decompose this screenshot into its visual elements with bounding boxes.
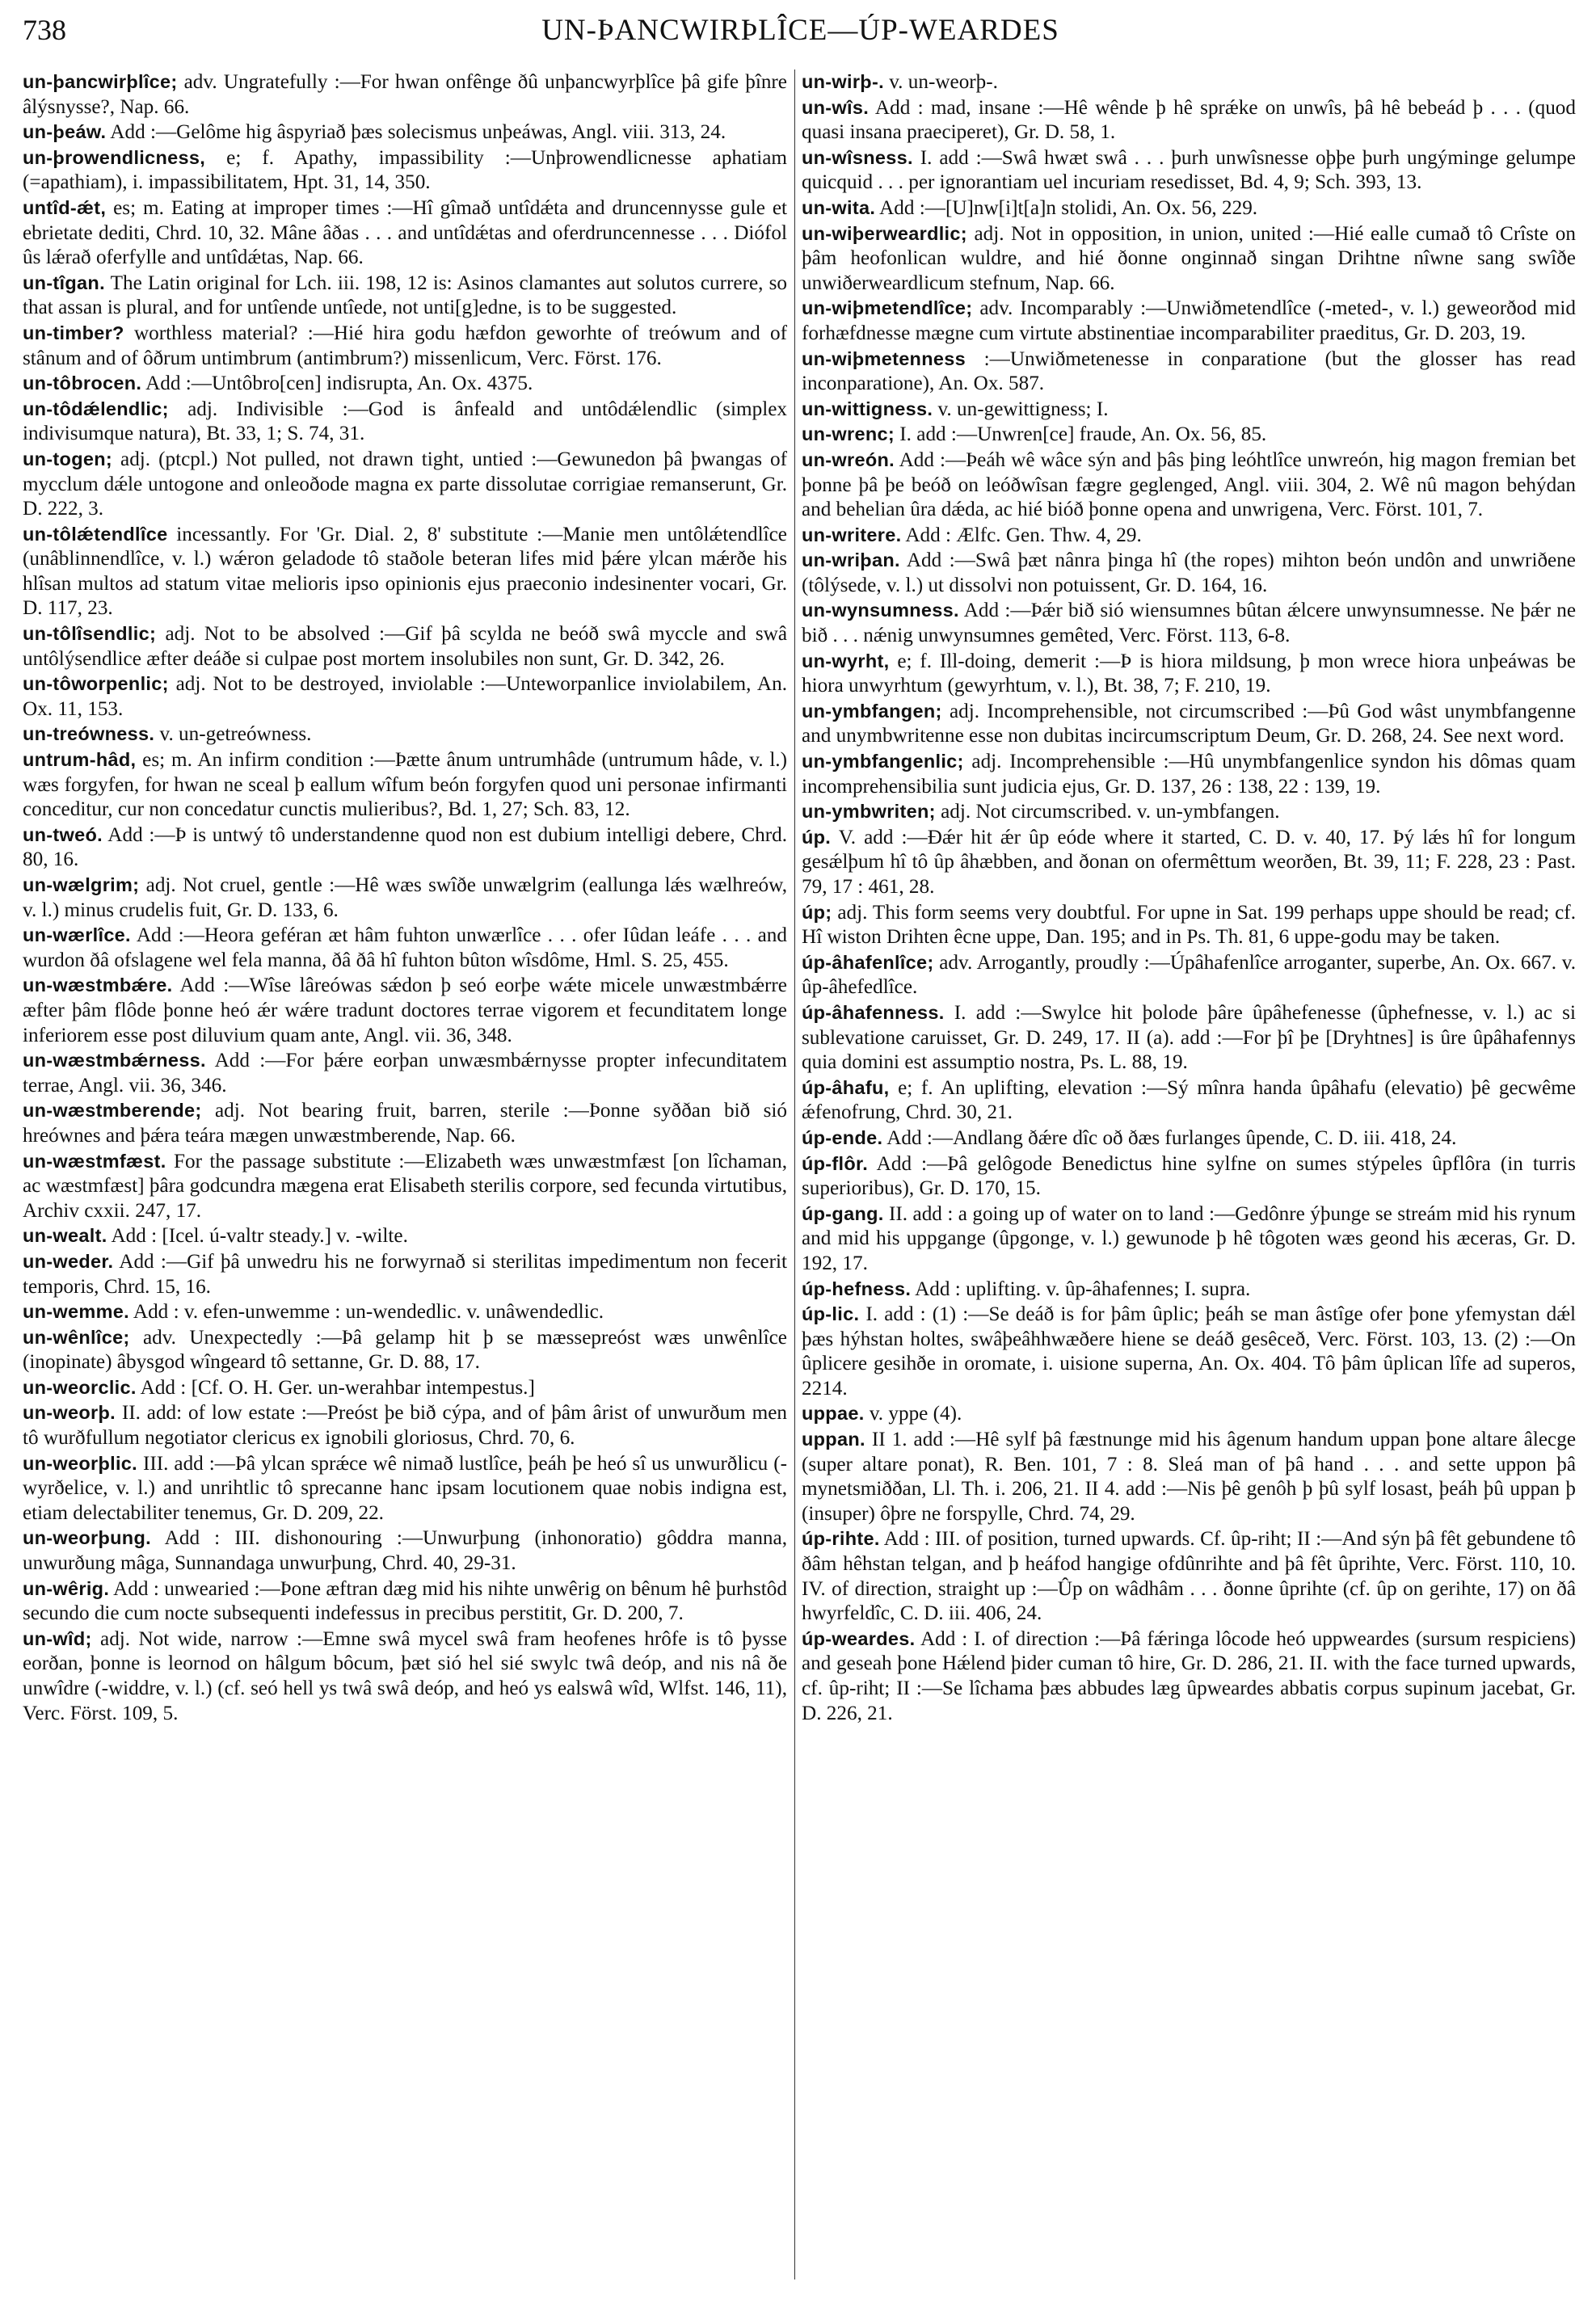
entry-body: Add : mad, insane :—Hê wênde þ hê sprǽke on unwîs, þâ hê bebeád þ . . . (quod quasi insana praeciperet), Gr. D. 58, 1. [802, 96, 1576, 144]
headword: un-wæstmberende; [23, 1100, 202, 1122]
entry-body: v. un-weorþ-. [883, 71, 998, 93]
headword: uppan. [802, 1429, 865, 1450]
headword: un-wealt. [23, 1225, 107, 1247]
headword: úp-rihte. [802, 1528, 880, 1550]
entry-body: For the passage substitute :—Elizabeth wæs unwæstmfæst [on lîchaman, ac wæstmfæst] þâra godcundra mægena erat Elisabeth sterilis corpore, sed fecunda virtutibus, Archiv cxxii. 247, 17. [23, 1150, 787, 1222]
headword: un-wemme. [23, 1301, 129, 1323]
entry-body: adv. Ungratefully :—For hwan onfênge ðû unþancwyrþlîce þâ gife þînre âlýsnysse?, Nap. 66. [23, 71, 787, 118]
headword: un-tôlîsendlic; [23, 623, 157, 645]
headword: un-wæstmbǽre. [23, 974, 173, 996]
entry-body: v. un-gewittigness; I. [933, 398, 1109, 420]
entry-body: e; f. Apathy, impassibility :—Unþrowendlicnesse aphatiam (=apathiam), i. impassibilitatem, Hpt. 31, 14, 350. [23, 146, 787, 194]
headword: úp-gang. [802, 1202, 884, 1224]
headword: un-wærlîce. [23, 924, 131, 946]
right-column [802, 69, 1576, 1726]
entry-body: adj. Incomprehensible :—Hû unymbfangenlice syndon his dômas quam incomprehensibilia sunt judicia ejus, Gr. D. 137, 26 : 138, 22 : 139, 19. [802, 751, 1576, 798]
headword: un-wiþmetendlîce; [802, 297, 973, 319]
entry-body: Add : III. of position, turned upwards. Cf. ûp-riht; II :—And sýn þâ fêt gebundene tô ðâm hêhstan telgan, and þ heáfod hangige ofdûnrihte and þâ fêt ûprihte, Verc. Först. 110, 10. IV. of direction, straight up :—Ûp on wâdhâm . . . ðonne ûprihte (cf. ûp on gerihte, 17) on ðâ hwyrfeldîc, C. D. iii. 406, 24. [802, 1528, 1576, 1625]
headword: un-weorþ. [23, 1402, 116, 1424]
entry-body: II. add: of low estate :—Preóst þe bið cýpa, and of þâm ârist of unwurðum men tô wurðfullum negotiator clericus ex ignobili gloriosus, Chrd. 70, 6. [23, 1402, 787, 1450]
entry-body: e; f. Ill-doing, demerit :—Þ is hiora mildsung, þ mon wrece hiora unþeáwas be hiora unwyrhtum (gewyrhtum, v. l.), Bt. 38, 7; F. 210, 19. [802, 650, 1576, 697]
entry-body: Add :—Þǽr bið sió wiensumnes bûtan ǽlcere unwynsumnesse. Ne þǽr ne bið . . . nǽnig unwynsumnes gemêted, Verc. Först. 113, 6-8. [802, 600, 1576, 647]
entry-body: v. yppe (4). [864, 1403, 962, 1425]
entry-body: Add : III. dishonouring :—Unwurþung (inhonoratio) gôddra manna, unwurðung mâga, Sunnandaga unwurþung, Chrd. 40, 29-31. [23, 1527, 787, 1575]
entry-body: III. add :—Þâ ylcan sprǽce wê nimað lustlîce, þeáh þe heó sî us unwurðlicu (-wyrðelice, v. l.) and unrihtlic tô sprecanne hanc ipsam locutionem quae nobis indigna est, etiam delectabiliter tenemus, Gr. D. 209, 22. [23, 1452, 787, 1524]
column-divider [794, 69, 795, 2279]
headword: un-wynsumness. [802, 600, 959, 621]
headword: úp-lic. [802, 1303, 860, 1325]
headword: un-tôbrocen. [23, 373, 142, 394]
headword: un-writere. [802, 524, 902, 545]
entry-body: Add : v. efen-unwemme : un-wendedlic. v. unâwendedlic. [128, 1301, 604, 1324]
dictionary-entry [23, 1400, 787, 1450]
headword: un-tîgan. [23, 272, 105, 293]
entry-body: worthless material? :—Hié hira godu hæfdon geworhte of treówum and of stânum and of ôðrum untimbrum (antimbrum?) missenlicum, Verc. Först. 176. [23, 322, 787, 369]
entry-body: adv. Unexpectedly :—Þâ gelamp hit þ se mæssepreóst wæs unwênlîce (inopinate) âbysgod wîngeard tô settanne, Gr. D. 88, 17. [23, 1326, 787, 1374]
dictionary-entry [23, 1451, 787, 1526]
headword: un-ymbfangenlic; [802, 751, 964, 772]
headword: un-wæstmbǽrness. [23, 1050, 206, 1071]
headword: úp-ende. [802, 1126, 883, 1148]
headword: un-weorþlic. [23, 1452, 137, 1474]
entry-body: :—Unwiðmetenesse in conparatione (but the glosser has read inconparatione), An. Ox. 587. [802, 347, 1576, 395]
entry-body: Add :—Untôbro[cen] indisrupta, An. Ox. 4375. [141, 373, 533, 395]
dictionary-entry [23, 69, 787, 120]
headword: un-þeáw. [23, 121, 107, 143]
headword: un-wiþerweardlic; [802, 222, 967, 244]
dictionary-entry [802, 1627, 1576, 1726]
headword: un-wita. [802, 196, 876, 218]
dictionary-entry [802, 196, 1576, 221]
headword: úp-flôr. [802, 1152, 869, 1174]
dictionary-entry [802, 649, 1576, 699]
entry-body: adv. Incomparably :—Unwiðmetendlîce (-meted-, v. l.) geweorðod mid forhæfdnesse mægne cum virtute abstinentiae incomparabiliter praeditus, Gr. D. 203, 19. [802, 297, 1576, 344]
entry-body: Add :—Gif þâ unwedru his ne forwyrnað si sterilitas impedimentum non fecerit temporis, Chrd. 15, 16. [23, 1250, 787, 1298]
dictionary-entry [802, 221, 1576, 297]
dictionary-entry [802, 1427, 1576, 1526]
dictionary-entry [23, 1223, 787, 1249]
headword: un-þancwirþlîce; [23, 71, 178, 92]
entry-body: es; m. An infirm condition :—Þætte ânum untrumhâde (untrumum hâde, v. l.) wæs forgyfen, for hwan ne sceal þ eallum wîfum beón forgyfen quod uni personae infirmanti conceditur, cur non concedatur cunctis mulieribus?, Bd. 1, 27; Sch. 83, 12. [23, 749, 787, 821]
dictionary-entry [23, 1375, 787, 1401]
headword: un-wirþ-. [802, 71, 884, 92]
dictionary-entry [23, 1325, 787, 1375]
entry-body: Add :—Þâ gelôgode Benedictus hine sylfne on sumes stýpeles ûpflôra (in turris superioribus), Gr. D. 170, 15. [802, 1152, 1576, 1200]
entry-body: adj. Not to be absolved :—Gif þâ scylda ne beóð swâ myccle and swâ untôlýsendlice æfter deáðe si culpae post mortem insolubiles non sunt, Gr. D. 342, 26. [23, 623, 787, 670]
dictionary-entry [23, 371, 787, 397]
headword: un-tôlǽtendlîce [23, 523, 168, 545]
entry-body: adj. Not cruel, gentle :—Hê wæs swîðe unwælgrim (eallunga lǽs wælhreów, v. l.) minus crudelis fuit, Gr. D. 133, 6. [23, 874, 787, 921]
headword: úp-hefness. [802, 1278, 912, 1299]
entry-body: The Latin original for Lch. iii. 198, 12 is: Asinos clamantes aut solutos currere, so that assan is plural, and for untîende untîede, not unti[g]edne, is to be suggested. [23, 272, 787, 319]
headword: un-tôworpenlic; [23, 673, 169, 695]
headword: un-tweó. [23, 823, 103, 845]
dictionary-entry [23, 873, 787, 923]
entry-body: I. add :—Swâ hwæt swâ . . . þurh unwîsnesse oþþe þurh ungýminge gelumpe quicquid . . . per ignorantiam uel incuriam resedisset, Bd. 4, 9; Sch. 393, 13. [802, 146, 1576, 194]
dictionary-entry [802, 296, 1576, 346]
headword: un-wæstmfæst. [23, 1150, 166, 1172]
headword: úp-âhafenlîce; [802, 951, 934, 973]
running-title: UN-ÞANCWIRÞLÎCE—ÚP-WEARDES [541, 14, 1059, 47]
entry-body: V. add :—Ðǽr hit ǽr ûp eóde where it started, C. D. v. 40, 17. Þý lǽs hî for longum gesǽlþum hî tô ûp âhæbben, and ðonan on ofermêttum weorðen, Bt. 39, 11; F. 228, 23 : Past. 79, 17 : 461, 28. [802, 826, 1576, 898]
dictionary-entry [802, 397, 1576, 423]
dictionary-entry [802, 598, 1576, 648]
dictionary-entry [23, 1627, 787, 1726]
headword: un-treówness. [23, 723, 155, 745]
headword: un-tôdǽlendlic; [23, 398, 169, 419]
dictionary-entry [802, 95, 1576, 145]
dictionary-entry [23, 321, 787, 371]
dictionary-entry [802, 145, 1576, 196]
dictionary-entry [23, 973, 787, 1048]
entry-body: adj. Not circumscribed. v. un-ymbfangen. [935, 801, 1280, 823]
headword: un-wênlîce; [23, 1326, 130, 1348]
entry-body: I. add : (1) :—Se deáð is for þâm ûplic; þeáh se man âstîge ofer þone yfemystan dǽl þæs hýhstan holtes, swâþeâhhwæðere hiene se deáð gesêceð, Verc. Först. 103, 13. (2) :—On ûplicere gesihðe in oromate, i. uisione superna, An. Ox. 404. Tô þâm ûplican lîfe ad superos, 2214. [802, 1303, 1576, 1400]
headword: úp. [802, 826, 832, 848]
entry-body: Add : [Icel. ú-valtr steady.] v. -wilte. [107, 1225, 408, 1248]
entry-body: Add : I. of direction :—Þâ fǽringa lôcode heó uppweardes (sursum respiciens) and geseah þone Hǽlend þider cuman tô hire, Gr. D. 286, 21. II. with the face turned upwards, cf. ûp-riht; II :—Se lîchama þæs abbudes læg ûpweardes abbatis corpus supinum jacebat, Gr. D. 226, 21. [802, 1627, 1576, 1724]
headword: un-wiþmetenness [802, 347, 966, 369]
headword: un-weorþung. [23, 1527, 151, 1549]
headword: un-togen; [23, 448, 113, 469]
headword: un-wrenc; [802, 423, 895, 445]
headword: un-wîs. [802, 96, 870, 118]
entry-body: es; m. Eating at improper times :—Hî gîmað untîdǽta and druncennysse gule et ebrietate dediti, Chrd. 10, 32. Mâne âðas . . . and untîdǽtas and oferdruncennesse . . . Diófol ûs lǽrað oferfylle and untîdǽtas, Nap. 66. [23, 196, 787, 269]
headword: un-ymbfangen; [802, 700, 942, 722]
entry-body: adj. Not in opposition, in union, united :—Hié ealle cumað tô Crîste on þâm heofonlican wuldre, and hié ðonne onginnað singan Drihtne nîwne sang swîðe unwiðerweardlicum stefnum, Nap. 66. [802, 222, 1576, 294]
entry-body: Add :—Wîse lâreówas sǽdon þ seó eorþe wǽte micele unwæstmbǽrre æfter þâm flôde þonne heó ǽr wǽre tradunt doctores terrae vigorem et fecunditatem longe inferiorem esse post diluvium quam ante, Angl. vii. 36, 348. [23, 974, 787, 1046]
entry-body: Add :—Þeáh wê wâce sýn and þâs þing leóhtlîce unwreón, hig magon fremian bet þonne þâ þe beóð on leóðwîsan fægre geglenged, Angl. viii. 304, 2. Wê nû magon behýdan and behelian ûra dǽda, ac hié bióð þonne opena and unwrigena, Verc. Först. 101, 7. [802, 448, 1576, 521]
page-number: 738 [23, 14, 66, 46]
entry-body: Add : unwearied :—Þone æftran dæg mid his nihte unwêrig on bênum hê þurhstôd secundo die cum nocte subsequenti indefessus in precibus perstitit, Gr. D. 200, 7. [23, 1577, 787, 1625]
entry-body: incessantly. For 'Gr. Dial. 2, 8' substitute :—Manie men untôlǽtendlîce (unâblinnendlîce, v. l.) wǽron geladode tô staðole beteran lifes mid þǽre ylcan mǽrðe his hlîsan multos ad statum vitae melioris ipso opinionis ejus praeconio indesinenter vocari, Gr. D. 117, 23. [23, 523, 787, 620]
dictionary-entry [23, 1526, 787, 1576]
dictionary-entry [802, 799, 1576, 825]
headword: un-timber? [23, 322, 124, 343]
entry-body: Add :—Swâ þæt nânra þinga hî (the ropes) mihton beón undôn and unwriðene (tôlýsede, v. l.) ut dissolvi non potuissent, Gr. D. 164, 16. [802, 549, 1576, 596]
dictionary-entry [23, 522, 787, 621]
dictionary-entry [23, 145, 787, 196]
dictionary-entry [23, 1098, 787, 1148]
entry-body: I. add :—Swylce hit þolode þâre ûpâhefenesse (ûphefnesse, v. l.) ac si sublevatione caruisset, Gr. D. 249, 17. II (a). add :—For þî þe [Dryhtnes] is ûre ûpâhafennys quia domini est assumptio nostra, Ps. L. 88, 19. [802, 1001, 1576, 1074]
dictionary-entry [23, 747, 787, 823]
dictionary-entry [802, 900, 1576, 950]
headword: úp; [802, 901, 832, 923]
entry-body: adj. Incomprehensible, not circumscribed :—Þû God wâst unymbfangenne and unymbwritenne esse non dubitas incircumscriptum Deum, Gr. D. 268, 24. See next word. [802, 700, 1576, 747]
dictionary-entry [23, 447, 787, 522]
headword: un-wriþan. [802, 549, 900, 571]
headword: úp-âhafu, [802, 1076, 890, 1098]
dictionary-entry [802, 1277, 1576, 1303]
entry-body: Add : [Cf. O. H. Ger. un-werahbar intempestus.] [136, 1376, 535, 1399]
headword: un-wyrht, [802, 650, 890, 671]
headword: un-þrowendlicness, [23, 146, 206, 168]
entry-body: II 1. add :—Hê sylf þâ fæstnunge mid his âgenum handum uppan þone altare âlecge (super altare ponat), R. Ben. 101, 7 : 8. Sleá man of þâ hand . . . and sette uppon þâ mynetsmiððan, Ll. Th. i. 206, 21. II 4. add :—Nis þê genôh þ þû sylf losast, þeáh þû uppan þ (insuper) ôþre ne forspylle, Chrd. 74, 29. [802, 1429, 1576, 1525]
dictionary-entry [802, 1202, 1576, 1277]
entry-body: Add : Ælfc. Gen. Thw. 4, 29. [901, 524, 1142, 546]
dictionary-entry [802, 422, 1576, 448]
dictionary-entry [23, 1249, 787, 1299]
entry-body: adj. (ptcpl.) Not pulled, not drawn tight, untied :—Gewunedon þâ þwangas of mycclum dǽle untogone and onleoðode magna ex parte dissolutae corrigiae remanserunt, Gr. D. 222, 3. [23, 448, 787, 520]
dictionary-entry [23, 1576, 787, 1627]
headword: un-weorclic. [23, 1376, 137, 1398]
dictionary-entry [23, 1149, 787, 1224]
headword: úp-weardes. [802, 1627, 916, 1649]
dictionary-entry [23, 397, 787, 447]
dictionary-entry [802, 749, 1576, 799]
entry-body: adj. This form seems very doubtful. For upne in Sat. 199 perhaps uppe should be read; cf. Hî wiston Drihten êcne uppe, Dan. 195; and in Ps. Th. 81, 6 uppe-godu may be taken. [802, 901, 1576, 949]
headword: untrum-hâd, [23, 749, 137, 771]
headword: un-wîd; [23, 1627, 92, 1649]
headword: untîd-ǽt, [23, 196, 107, 218]
headword: un-wælgrim; [23, 874, 140, 895]
entry-body: adj. Not wide, narrow :—Emne swâ mycel swâ fram heofenes hrôfe is tô þysse eorðan, þonne is leornod on hâlgum bôcum, þæt sió hel sié swylc twâ deóp, and nis nâ ðe unwîdre (-widdre, v. l.) (cf. seó hell ys twâ swâ deóp, and heó ys ealswâ wîd, Wlfst. 146, 11), Verc. Först. 109, 5. [23, 1627, 787, 1724]
entry-body: Add :—For þǽre eorþan unwæsmbǽrnysse propter infecunditatem terrae, Angl. vii. 36, 346. [23, 1050, 787, 1097]
dictionary-entry [802, 1526, 1576, 1626]
headword: úp-âhafenness. [802, 1001, 945, 1023]
dictionary-entry [802, 448, 1576, 523]
dictionary-entry [23, 722, 787, 747]
entry-body: Add :—Þ is untwý tô understandenne quod non est dubium intelligi debere, Chrd. 80, 16. [23, 823, 787, 871]
dictionary-entry [802, 548, 1576, 598]
dictionary-entry [23, 1299, 787, 1325]
dictionary-entry [802, 1076, 1576, 1126]
dictionary-entry [802, 69, 1576, 95]
entry-body: adj. Not to be destroyed, inviolable :—Unteworpanlice inviolabilem, An. Ox. 11, 153. [23, 673, 787, 720]
dictionary-entry [23, 196, 787, 271]
headword: un-ymbwriten; [802, 801, 936, 823]
headword: un-weder. [23, 1250, 114, 1272]
dictionary-entry [802, 1302, 1576, 1401]
dictionary-entry [802, 523, 1576, 549]
dictionary-entry [23, 923, 787, 973]
entry-body: v. un-getreówness. [154, 723, 312, 746]
entry-body: Add : uplifting. v. ûp-âhafennes; I. supra. [911, 1278, 1251, 1300]
entry-body: Add :—Gelôme hig âspyriað þæs solecismus unþeáwas, Angl. viii. 313, 24. [106, 121, 726, 144]
entry-body: I. add :—Unwren[ce] fraude, An. Ox. 56, 85. [894, 423, 1267, 446]
headword: un-wittigness. [802, 398, 933, 419]
entry-body: Add :—[U]nw[i]t[a]n stolidi, An. Ox. 56, 229. [875, 196, 1258, 219]
entry-body: adv. Arrogantly, proudly :—Úpâhafenlîce arroganter, superbe, An. Ox. 667. v. ûp-âhefedlîce. [802, 951, 1576, 999]
dictionary-entry [802, 825, 1576, 900]
dictionary-entry [23, 823, 787, 873]
dictionary-entry [23, 671, 787, 722]
headword: un-wreón. [802, 448, 895, 470]
dictionary-entry [802, 1401, 1576, 1427]
dictionary-entry [802, 347, 1576, 397]
dictionary-entry [802, 1126, 1576, 1151]
dictionary-entry [23, 271, 787, 321]
headword: uppae. [802, 1403, 865, 1425]
headword: un-wîsness. [802, 146, 913, 168]
dictionary-entry [802, 950, 1576, 1000]
dictionary-entry [23, 120, 787, 145]
entry-body: Add :—Andlang ðǽre dîc oð ðæs furlanges ûpende, C. D. iii. 418, 24. [882, 1126, 1457, 1149]
dictionary-entry [802, 1000, 1576, 1076]
page-header [23, 11, 1578, 53]
entry-body: adj. Not bearing fruit, barren, sterile :—Þonne syððan bið sió hreównes and þǽra teára mægen unwæstmberende, Nap. 66. [23, 1100, 787, 1147]
dictionary-entry [802, 699, 1576, 749]
left-column [23, 69, 787, 1726]
entry-body: Add :—Heora geféran æt hâm fuhton unwærlîce . . . ofer Iûdan leáfe . . . and wurdon ðâ ofslagene wel fela manna, ðâ ðâ hî fuhton bûton wîsdôme, Hml. S. 25, 455. [23, 924, 787, 971]
dictionary-entry [23, 1048, 787, 1098]
dictionary-entry [802, 1151, 1576, 1202]
entry-body: adj. Indivisible :—God is ânfeald and untôdǽlendlic (simplex indivisumque natura), Bt. 33, 1; S. 74, 31. [23, 398, 787, 445]
dictionary-entry [23, 621, 787, 671]
entry-body: II. add : a going up of water on to land :—Gedônre ýþunge se streám mid his rynum and mid his uppgange (ûpgonge, v. l.) gewunode þ hê tôgoten wæs geond his æceras, Gr. D. 192, 17. [802, 1202, 1576, 1274]
entry-body: e; f. An uplifting, elevation :—Sý mînra handa ûpâhafu (elevatio) þê gecwême ǽfenofrung, Chrd. 30, 21. [802, 1076, 1576, 1124]
headword: un-wêrig. [23, 1577, 110, 1599]
